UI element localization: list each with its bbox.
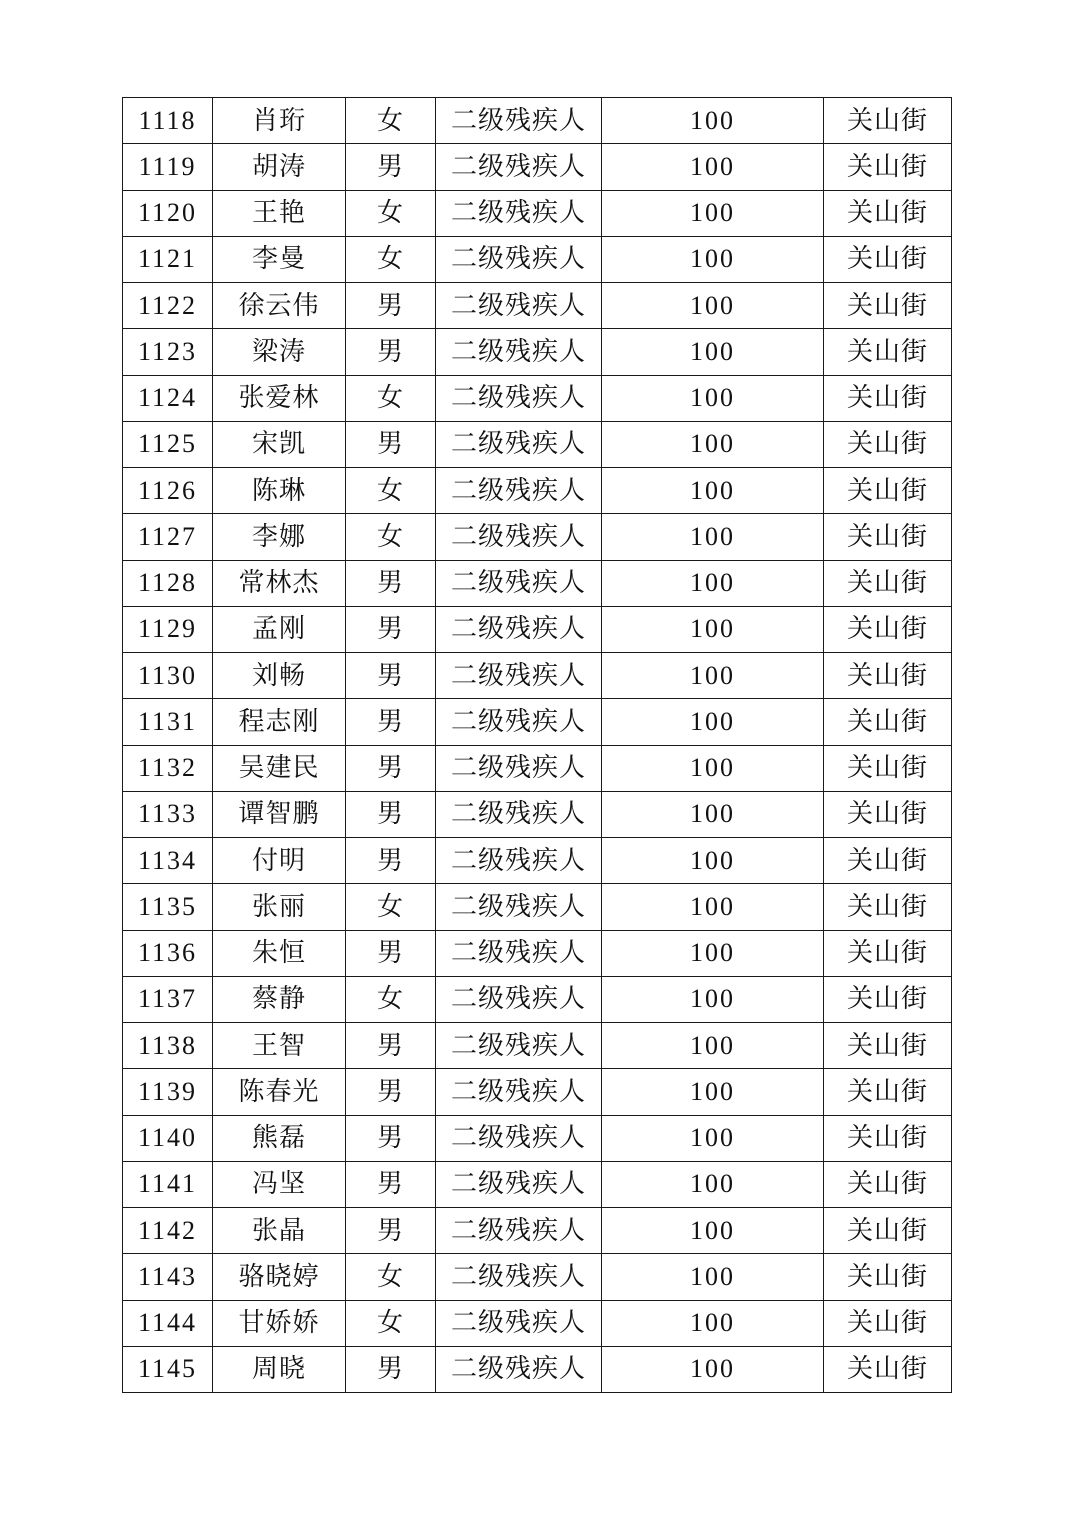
- subsidy-amount-cell: 100: [602, 190, 824, 236]
- disability-level-cell: 二级残疾人: [436, 699, 602, 745]
- subsidy-amount-cell: 100: [602, 560, 824, 606]
- table-row: [123, 1161, 952, 1207]
- recipient-sex-cell: 女: [346, 514, 436, 560]
- row-number-cell: 1132: [123, 745, 213, 791]
- table-row: [123, 144, 952, 190]
- disability-level-cell: 二级残疾人: [436, 1346, 602, 1392]
- street-name-cell: 关山街: [824, 190, 952, 236]
- row-number-cell: 1131: [123, 699, 213, 745]
- recipient-sex-cell: 男: [346, 1069, 436, 1115]
- subsidy-amount-cell: 100: [602, 468, 824, 514]
- street-name-cell: 关山街: [824, 1300, 952, 1346]
- disability-level-cell: 二级残疾人: [436, 236, 602, 282]
- row-number-cell: 1140: [123, 1115, 213, 1161]
- row-number-cell: 1134: [123, 838, 213, 884]
- subsidy-amount-cell: 100: [602, 329, 824, 375]
- recipient-name-cell: 付明: [213, 838, 346, 884]
- table-row: [123, 699, 952, 745]
- subsidy-amount-cell: 100: [602, 98, 824, 144]
- street-name-cell: 关山街: [824, 699, 952, 745]
- recipient-sex-cell: 男: [346, 1161, 436, 1207]
- recipient-sex-cell: 男: [346, 699, 436, 745]
- row-number-cell: 1138: [123, 1023, 213, 1069]
- recipient-sex-cell: 男: [346, 1023, 436, 1069]
- row-number-cell: 1141: [123, 1161, 213, 1207]
- recipient-name-cell: 陈春光: [213, 1069, 346, 1115]
- recipient-name-cell: 刘畅: [213, 653, 346, 699]
- recipient-sex-cell: 女: [346, 375, 436, 421]
- recipient-sex-cell: 男: [346, 1346, 436, 1392]
- disability-level-cell: 二级残疾人: [436, 283, 602, 329]
- subsidy-amount-cell: 100: [602, 421, 824, 467]
- recipient-name-cell: 王智: [213, 1023, 346, 1069]
- street-name-cell: 关山街: [824, 884, 952, 930]
- table-row: [123, 1069, 952, 1115]
- recipient-name-cell: 李曼: [213, 236, 346, 282]
- row-number-cell: 1120: [123, 190, 213, 236]
- recipient-name-cell: 胡涛: [213, 144, 346, 190]
- disability-level-cell: 二级残疾人: [436, 606, 602, 652]
- recipient-name-cell: 蔡静: [213, 976, 346, 1022]
- recipient-name-cell: 周晓: [213, 1346, 346, 1392]
- street-name-cell: 关山街: [824, 1254, 952, 1300]
- disability-level-cell: 二级残疾人: [436, 791, 602, 837]
- disability-level-cell: 二级残疾人: [436, 976, 602, 1022]
- recipient-name-cell: 徐云伟: [213, 283, 346, 329]
- street-name-cell: 关山街: [824, 1208, 952, 1254]
- row-number-cell: 1142: [123, 1208, 213, 1254]
- table-row: [123, 976, 952, 1022]
- row-number-cell: 1126: [123, 468, 213, 514]
- street-name-cell: 关山街: [824, 421, 952, 467]
- subsidy-amount-cell: 100: [602, 1300, 824, 1346]
- recipient-sex-cell: 男: [346, 421, 436, 467]
- disability-level-cell: 二级残疾人: [436, 560, 602, 606]
- street-name-cell: 关山街: [824, 375, 952, 421]
- subsidy-amount-cell: 100: [602, 1346, 824, 1392]
- row-number-cell: 1121: [123, 236, 213, 282]
- disability-level-cell: 二级残疾人: [436, 468, 602, 514]
- recipient-sex-cell: 男: [346, 745, 436, 791]
- row-number-cell: 1127: [123, 514, 213, 560]
- row-number-cell: 1137: [123, 976, 213, 1022]
- street-name-cell: 关山街: [824, 838, 952, 884]
- row-number-cell: 1123: [123, 329, 213, 375]
- disability-level-cell: 二级残疾人: [436, 375, 602, 421]
- table-row: [123, 653, 952, 699]
- subsidy-amount-cell: 100: [602, 236, 824, 282]
- table-row: [123, 1300, 952, 1346]
- recipient-sex-cell: 男: [346, 560, 436, 606]
- disability-level-cell: 二级残疾人: [436, 1208, 602, 1254]
- disability-level-cell: 二级残疾人: [436, 329, 602, 375]
- table-row: [123, 884, 952, 930]
- subsidy-amount-cell: 100: [602, 1115, 824, 1161]
- subsidy-amount-cell: 100: [602, 745, 824, 791]
- disability-level-cell: 二级残疾人: [436, 653, 602, 699]
- street-name-cell: 关山街: [824, 1346, 952, 1392]
- disability-level-cell: 二级残疾人: [436, 745, 602, 791]
- street-name-cell: 关山街: [824, 468, 952, 514]
- table-row: [123, 838, 952, 884]
- row-number-cell: 1144: [123, 1300, 213, 1346]
- disability-level-cell: 二级残疾人: [436, 1254, 602, 1300]
- disability-level-cell: 二级残疾人: [436, 190, 602, 236]
- street-name-cell: 关山街: [824, 791, 952, 837]
- row-number-cell: 1119: [123, 144, 213, 190]
- row-number-cell: 1128: [123, 560, 213, 606]
- row-number-cell: 1143: [123, 1254, 213, 1300]
- subsidy-amount-cell: 100: [602, 1208, 824, 1254]
- disability-level-cell: 二级残疾人: [436, 930, 602, 976]
- recipient-name-cell: 梁涛: [213, 329, 346, 375]
- row-number-cell: 1139: [123, 1069, 213, 1115]
- disability-level-cell: 二级残疾人: [436, 1069, 602, 1115]
- recipient-sex-cell: 男: [346, 838, 436, 884]
- table-row: [123, 791, 952, 837]
- street-name-cell: 关山街: [824, 560, 952, 606]
- table-row: [123, 329, 952, 375]
- recipient-name-cell: 常林杰: [213, 560, 346, 606]
- street-name-cell: 关山街: [824, 329, 952, 375]
- row-number-cell: 1118: [123, 98, 213, 144]
- recipient-sex-cell: 男: [346, 1115, 436, 1161]
- recipient-sex-cell: 男: [346, 329, 436, 375]
- recipient-sex-cell: 女: [346, 236, 436, 282]
- recipient-name-cell: 张丽: [213, 884, 346, 930]
- recipient-sex-cell: 男: [346, 791, 436, 837]
- recipient-name-cell: 谭智鹏: [213, 791, 346, 837]
- table-row: [123, 930, 952, 976]
- disability-level-cell: 二级残疾人: [436, 1023, 602, 1069]
- table-row: [123, 283, 952, 329]
- row-number-cell: 1124: [123, 375, 213, 421]
- table-row: [123, 1346, 952, 1392]
- disability-level-cell: 二级残疾人: [436, 1161, 602, 1207]
- roster-table: [122, 97, 952, 1393]
- row-number-cell: 1130: [123, 653, 213, 699]
- recipient-name-cell: 吴建民: [213, 745, 346, 791]
- recipient-sex-cell: 男: [346, 930, 436, 976]
- recipient-sex-cell: 女: [346, 190, 436, 236]
- subsidy-amount-cell: 100: [602, 514, 824, 560]
- recipient-name-cell: 宋凯: [213, 421, 346, 467]
- row-number-cell: 1125: [123, 421, 213, 467]
- table-row: [123, 560, 952, 606]
- recipient-name-cell: 王艳: [213, 190, 346, 236]
- row-number-cell: 1122: [123, 283, 213, 329]
- table-row: [123, 421, 952, 467]
- table-row: [123, 1023, 952, 1069]
- recipient-sex-cell: 男: [346, 144, 436, 190]
- subsidy-amount-cell: 100: [602, 1023, 824, 1069]
- recipient-sex-cell: 男: [346, 283, 436, 329]
- row-number-cell: 1136: [123, 930, 213, 976]
- street-name-cell: 关山街: [824, 1161, 952, 1207]
- table-row: [123, 236, 952, 282]
- subsidy-amount-cell: 100: [602, 838, 824, 884]
- subsidy-amount-cell: 100: [602, 144, 824, 190]
- street-name-cell: 关山街: [824, 745, 952, 791]
- recipient-sex-cell: 女: [346, 468, 436, 514]
- subsidy-amount-cell: 100: [602, 884, 824, 930]
- recipient-sex-cell: 女: [346, 98, 436, 144]
- recipient-sex-cell: 女: [346, 1300, 436, 1346]
- recipient-name-cell: 陈琳: [213, 468, 346, 514]
- recipient-name-cell: 孟刚: [213, 606, 346, 652]
- street-name-cell: 关山街: [824, 236, 952, 282]
- table-row: [123, 1254, 952, 1300]
- subsidy-amount-cell: 100: [602, 930, 824, 976]
- street-name-cell: 关山街: [824, 1023, 952, 1069]
- subsidy-amount-cell: 100: [602, 283, 824, 329]
- recipient-sex-cell: 男: [346, 653, 436, 699]
- recipient-name-cell: 程志刚: [213, 699, 346, 745]
- table-row: [123, 1115, 952, 1161]
- table-row: [123, 190, 952, 236]
- recipient-sex-cell: 女: [346, 976, 436, 1022]
- disability-level-cell: 二级残疾人: [436, 514, 602, 560]
- recipient-sex-cell: 男: [346, 606, 436, 652]
- table-row: [123, 606, 952, 652]
- disability-level-cell: 二级残疾人: [436, 144, 602, 190]
- street-name-cell: 关山街: [824, 976, 952, 1022]
- recipient-name-cell: 李娜: [213, 514, 346, 560]
- subsidy-amount-cell: 100: [602, 653, 824, 699]
- recipient-name-cell: 骆晓婷: [213, 1254, 346, 1300]
- table-row: [123, 745, 952, 791]
- street-name-cell: 关山街: [824, 653, 952, 699]
- disability-level-cell: 二级残疾人: [436, 98, 602, 144]
- table-row: [123, 514, 952, 560]
- table-row: [123, 375, 952, 421]
- disability-level-cell: 二级残疾人: [436, 1300, 602, 1346]
- roster-table-body: [123, 98, 952, 1393]
- recipient-name-cell: 张晶: [213, 1208, 346, 1254]
- subsidy-amount-cell: 100: [602, 375, 824, 421]
- recipient-name-cell: 朱恒: [213, 930, 346, 976]
- street-name-cell: 关山街: [824, 930, 952, 976]
- street-name-cell: 关山街: [824, 98, 952, 144]
- table-row: [123, 98, 952, 144]
- table-row: [123, 468, 952, 514]
- recipient-name-cell: 甘娇娇: [213, 1300, 346, 1346]
- street-name-cell: 关山街: [824, 283, 952, 329]
- subsidy-amount-cell: 100: [602, 606, 824, 652]
- street-name-cell: 关山街: [824, 1115, 952, 1161]
- recipient-name-cell: 冯坚: [213, 1161, 346, 1207]
- recipient-name-cell: 肖珩: [213, 98, 346, 144]
- street-name-cell: 关山街: [824, 514, 952, 560]
- row-number-cell: 1145: [123, 1346, 213, 1392]
- row-number-cell: 1133: [123, 791, 213, 837]
- recipient-name-cell: 熊磊: [213, 1115, 346, 1161]
- recipient-sex-cell: 男: [346, 1208, 436, 1254]
- subsidy-amount-cell: 100: [602, 1254, 824, 1300]
- subsidy-amount-cell: 100: [602, 1161, 824, 1207]
- disability-level-cell: 二级残疾人: [436, 884, 602, 930]
- recipient-sex-cell: 女: [346, 884, 436, 930]
- recipient-sex-cell: 女: [346, 1254, 436, 1300]
- subsidy-amount-cell: 100: [602, 699, 824, 745]
- disability-level-cell: 二级残疾人: [436, 1115, 602, 1161]
- disability-level-cell: 二级残疾人: [436, 838, 602, 884]
- street-name-cell: 关山街: [824, 1069, 952, 1115]
- subsidy-amount-cell: 100: [602, 976, 824, 1022]
- disability-level-cell: 二级残疾人: [436, 421, 602, 467]
- street-name-cell: 关山街: [824, 144, 952, 190]
- subsidy-amount-cell: 100: [602, 791, 824, 837]
- table-row: [123, 1208, 952, 1254]
- street-name-cell: 关山街: [824, 606, 952, 652]
- row-number-cell: 1135: [123, 884, 213, 930]
- row-number-cell: 1129: [123, 606, 213, 652]
- subsidy-amount-cell: 100: [602, 1069, 824, 1115]
- recipient-name-cell: 张爱林: [213, 375, 346, 421]
